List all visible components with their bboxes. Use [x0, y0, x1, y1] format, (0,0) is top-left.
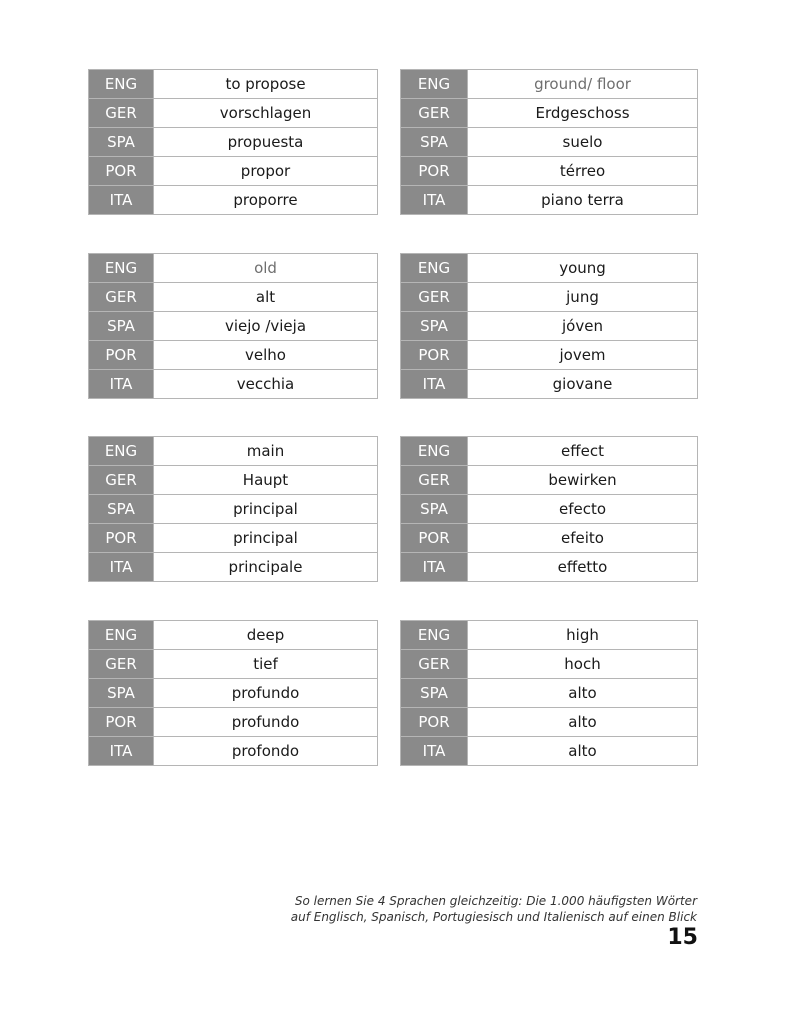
vocab-row-spa	[401, 679, 697, 708]
vocab-row-ita	[89, 553, 377, 581]
lang-label: ENG	[89, 621, 154, 649]
vocab-row-ita	[401, 553, 697, 581]
word-cell: propuesta	[227, 133, 304, 151]
word-cell: alto	[568, 713, 597, 731]
word-cell: vecchia	[236, 375, 295, 393]
word-cell: Haupt	[242, 471, 289, 489]
vocab-row-spa	[401, 128, 697, 157]
lang-label: ITA	[401, 370, 468, 398]
lang-label: ENG	[401, 437, 468, 465]
vocab-card-1	[88, 69, 378, 215]
word-cell: proporre	[233, 191, 298, 209]
vocab-row-eng	[89, 621, 377, 650]
vocab-row-ger	[401, 650, 697, 679]
vocab-row-ita	[89, 370, 377, 398]
lang-label: ENG	[401, 254, 468, 282]
vocab-row-spa	[89, 679, 377, 708]
vocab-card-3	[88, 253, 378, 399]
word-cell: young	[559, 259, 606, 277]
vocab-row-ita	[401, 370, 697, 398]
vocab-row-por	[401, 708, 697, 737]
word-cell: efeito	[561, 529, 604, 547]
word-cell: jung	[566, 288, 599, 306]
vocab-card-4	[400, 253, 698, 399]
word-cell: ground/ floor	[534, 75, 631, 93]
lang-label: POR	[89, 524, 154, 552]
vocab-row-spa	[89, 495, 377, 524]
vocab-row-ger	[89, 466, 377, 495]
word-cell: to propose	[225, 75, 306, 93]
word-cell: giovane	[552, 375, 613, 393]
vocab-row-eng	[401, 437, 697, 466]
book-subtitle-footer	[291, 893, 697, 925]
word-cell: effetto	[557, 558, 608, 576]
word-cell: tief	[253, 655, 278, 673]
word-cell: profundo	[231, 713, 300, 731]
word-cell: velho	[245, 346, 286, 364]
vocab-row-por	[89, 524, 377, 553]
lang-label: ENG	[89, 70, 154, 98]
word-cell: high	[566, 626, 599, 644]
vocab-row-eng	[401, 621, 697, 650]
word-cell: old	[254, 259, 277, 277]
footer-line-1: So lernen Sie 4 Sprachen gleichzeitig: Die 1.000 häufigsten Wörter	[294, 894, 697, 908]
lang-label: SPA	[401, 679, 468, 707]
footer-line-2: auf Englisch, Spanisch, Portugiesisch und Italienisch auf einen Blick	[290, 910, 697, 924]
vocab-card-8	[400, 620, 698, 766]
lang-label: GER	[89, 99, 154, 127]
vocab-card-5	[88, 436, 378, 582]
vocab-row-ita	[89, 186, 377, 214]
word-cell: principal	[233, 529, 298, 547]
vocab-row-por	[401, 157, 697, 186]
lang-label: POR	[401, 524, 468, 552]
vocab-row-por	[401, 341, 697, 370]
vocab-row-spa	[401, 495, 697, 524]
lang-label: ITA	[401, 737, 468, 765]
vocab-row-spa	[89, 312, 377, 341]
lang-label: ENG	[401, 70, 468, 98]
lang-label: ENG	[401, 621, 468, 649]
word-cell: principale	[228, 558, 303, 576]
vocab-row-ger	[89, 650, 377, 679]
lang-label: ENG	[89, 254, 154, 282]
vocab-row-ger	[401, 99, 697, 128]
vocab-row-eng	[401, 254, 697, 283]
word-cell: alto	[568, 742, 597, 760]
lang-label: POR	[89, 708, 154, 736]
lang-label: SPA	[401, 495, 468, 523]
vocab-row-por	[89, 157, 377, 186]
word-cell: principal	[233, 500, 298, 518]
lang-label: GER	[401, 99, 468, 127]
lang-label: ITA	[89, 370, 154, 398]
lang-label: GER	[401, 650, 468, 678]
lang-label: POR	[401, 341, 468, 369]
lang-label: GER	[89, 283, 154, 311]
word-cell: bewirken	[548, 471, 617, 489]
vocab-row-spa	[89, 128, 377, 157]
lang-label: SPA	[89, 495, 154, 523]
vocab-row-ger	[89, 283, 377, 312]
word-cell: effect	[561, 442, 604, 460]
vocab-row-eng	[89, 437, 377, 466]
word-cell: jóven	[562, 317, 603, 335]
lang-label: ENG	[89, 437, 154, 465]
word-cell: térreo	[559, 162, 606, 180]
vocab-row-por	[401, 524, 697, 553]
lang-label: GER	[401, 466, 468, 494]
lang-label: GER	[89, 650, 154, 678]
lang-label: SPA	[401, 312, 468, 340]
lang-label: SPA	[89, 312, 154, 340]
vocab-row-por	[89, 708, 377, 737]
word-cell: efecto	[558, 500, 607, 518]
lang-label: POR	[89, 341, 154, 369]
vocab-row-por	[89, 341, 377, 370]
vocab-row-ita	[89, 737, 377, 765]
lang-label: ITA	[89, 737, 154, 765]
page-number: 15	[667, 925, 698, 950]
word-cell: Erdgeschoss	[535, 104, 630, 122]
word-cell: piano terra	[541, 191, 624, 209]
vocab-row-ger	[401, 466, 697, 495]
lang-label: GER	[89, 466, 154, 494]
word-cell: vorschlagen	[219, 104, 312, 122]
vocab-row-ita	[401, 186, 697, 214]
word-cell: alt	[255, 288, 276, 306]
vocab-row-spa	[401, 312, 697, 341]
lang-label: ITA	[401, 553, 468, 581]
lang-label: SPA	[89, 679, 154, 707]
word-cell: profondo	[231, 742, 300, 760]
word-cell: propor	[240, 162, 291, 180]
vocab-card-2	[400, 69, 698, 215]
lang-label: ITA	[89, 186, 154, 214]
vocab-row-ger	[89, 99, 377, 128]
word-cell: deep	[246, 626, 285, 644]
vocab-row-eng	[89, 254, 377, 283]
word-cell: jovem	[559, 346, 606, 364]
lang-label: POR	[89, 157, 154, 185]
vocab-row-ita	[401, 737, 697, 765]
lang-label: SPA	[401, 128, 468, 156]
lang-label: POR	[401, 708, 468, 736]
word-cell: suelo	[562, 133, 603, 151]
word-cell: profundo	[231, 684, 300, 702]
lang-label: POR	[401, 157, 468, 185]
vocab-row-eng	[89, 70, 377, 99]
vocab-row-ger	[401, 283, 697, 312]
word-cell: viejo /vieja	[224, 317, 307, 335]
lang-label: ITA	[401, 186, 468, 214]
lang-label: ITA	[89, 553, 154, 581]
vocab-row-eng	[401, 70, 697, 99]
lang-label: SPA	[89, 128, 154, 156]
word-cell: main	[246, 442, 285, 460]
vocab-card-7	[88, 620, 378, 766]
word-cell: alto	[568, 684, 597, 702]
word-cell: hoch	[564, 655, 601, 673]
vocab-card-6	[400, 436, 698, 582]
lang-label: GER	[401, 283, 468, 311]
